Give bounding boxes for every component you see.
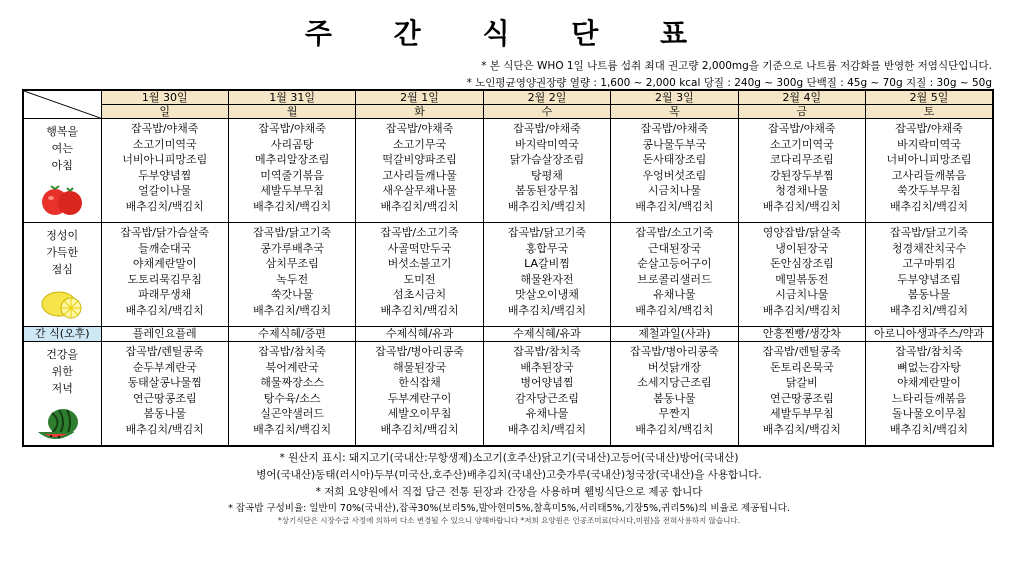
menu-item: 무짠지: [658, 407, 691, 421]
menu-item: 돈안심장조림: [769, 257, 834, 271]
corner-cell: [23, 90, 101, 119]
menu-item: 연근땅콩조림: [769, 391, 834, 405]
origin-note-2: 병어(국내산)동태(러시아)두부(미국산,호주산)배추김치(국내산)고춧가루(국내산)청국장(국내산)을 사용합니다.: [256, 469, 762, 481]
menu-cell: [356, 223, 483, 327]
date-cell: 1월 31일: [228, 90, 355, 105]
menu-item: 배추김치/백김치: [762, 303, 841, 317]
breakfast-label: [23, 119, 101, 223]
menu-item: 돌나물오이무침: [891, 407, 967, 421]
menu-item: 야채계란말이: [132, 257, 197, 271]
menu-item: 청경채나물: [775, 184, 829, 198]
menu-item: 배추된장국: [520, 360, 574, 374]
menu-item: 잡곡밥/야채죽: [385, 122, 454, 136]
meal-label-line: 아침: [51, 159, 73, 173]
menu-item: 실곤약샐러드: [260, 407, 325, 421]
menu-item: 떡갈비양파조림: [382, 153, 457, 167]
menu-item: 소고기미역국: [132, 137, 197, 151]
menu-item: 파래무생채: [138, 288, 192, 302]
menu-item: 감자당근조림: [515, 391, 579, 405]
date-row: [23, 90, 993, 105]
menu-item: 녹두전: [276, 272, 309, 286]
menu-item: 해물된장국: [392, 360, 447, 374]
meal-label-line: 건강을: [46, 348, 79, 362]
menu-item: 배추김치/백김치: [889, 199, 969, 213]
menu-item: 배추김치/백김치: [380, 422, 459, 436]
menu-item: 쑥갓나물: [270, 288, 314, 302]
menu-item: 고사리들깨볶음: [891, 168, 967, 182]
weekday-cell: 월: [228, 105, 355, 119]
menu-item: 느타리들깨볶음: [891, 391, 967, 405]
sodium-note: * 본 식단은 WHO 1일 나트륨 섭취 최대 권고량 2,000mg을 기준으로 나트륨 저감화를 반영한 저염식단입니다.: [481, 60, 992, 72]
menu-cell: [738, 223, 865, 327]
date-cell: 2월 1일: [356, 90, 483, 105]
menu-item: 근대된장국: [647, 241, 701, 255]
menu-item: 배추김치/백김치: [253, 199, 332, 213]
menu-item: 해물완자전: [520, 272, 574, 286]
menu-item: 콩가루배추국: [260, 241, 325, 255]
lemon-icon: [24, 286, 101, 320]
menu-item: 배추김치/백김치: [380, 303, 459, 317]
menu-item: 배추김치/백김치: [635, 422, 714, 436]
menu-item: 잡곡밥/야채죽: [130, 122, 199, 136]
menu-item: 동태살콩나물찜: [127, 376, 202, 390]
tomato-icon: [24, 182, 101, 218]
menu-item: 봄동나물: [907, 288, 951, 302]
menu-cell: [483, 223, 610, 327]
menu-item: 사골떡만두국: [387, 241, 452, 255]
menu-item: 돈사태장조림: [642, 153, 707, 167]
menu-item: 잡곡밥/야채죽: [513, 122, 581, 136]
menu-item: 메추리알장조림: [254, 153, 330, 167]
menu-item: 들깨순대국: [138, 241, 192, 255]
date-cell: 1월 30일: [101, 90, 228, 105]
grain-ratio-note: * 잡곡밥 구성비율: 일반미 70%(국내산),잡곡30%(보리5%,발아현미5%,찰흑미5%,서리태5%,기장5%,귀리5%)의 비율로 제공됩니다.: [228, 503, 790, 514]
menu-cell: [483, 342, 610, 446]
menu-item: 유채나물: [525, 407, 569, 421]
snack-cell: 수제식혜/유과: [483, 327, 610, 342]
menu-item: 맛살오이냉채: [515, 288, 579, 302]
menu-cell: [611, 119, 738, 223]
menu-item: 바지락미역국: [897, 137, 961, 151]
menu-item: 배추김치/백김치: [889, 303, 969, 317]
weekday-cell: 목: [611, 105, 738, 119]
meal-label-line: 점심: [51, 263, 73, 277]
menu-cell: [228, 119, 355, 223]
menu-item: 잡곡밥/렌틸콩죽: [125, 345, 204, 359]
snack-row: [23, 327, 993, 342]
snack-label: 간 식(오후): [23, 327, 101, 342]
menu-item: LA갈비찜: [524, 257, 570, 271]
menu-item: 배추김치/백김치: [253, 303, 332, 317]
menu-item: 쑥갓두부무침: [897, 184, 961, 198]
menu-item: 삼치무조림: [265, 257, 319, 271]
dinner-row: [23, 342, 993, 446]
menu-cell: [356, 119, 483, 223]
menu-item: 배추김치/백김치: [762, 422, 841, 436]
menu-cell: [611, 342, 738, 446]
menu-cell: [356, 342, 483, 446]
menu-item: 뼈없는감자탕: [897, 360, 961, 374]
menu-item: 브로콜리샐러드: [637, 272, 712, 286]
disclaimer-note: *상기식단은 시장수급 사정에 의하여 다소 변경될 수 있으니 양해바랍니다 *저희 요양원은 인공조미료(다시다,미원)을 전혀사용하지 않습니다.: [277, 516, 741, 525]
menu-cell: [738, 119, 865, 223]
snack-cell: 수제식혜/증편: [228, 327, 355, 342]
menu-item: 연근땅콩조림: [132, 391, 197, 405]
menu-item: 잡곡밥/닭고기죽: [253, 226, 332, 240]
menu-item: 냉이된장국: [775, 241, 829, 255]
menu-item: 배추김치/백김치: [125, 422, 204, 436]
menu-item: 도토리묵김무침: [127, 272, 202, 286]
menu-item: 메밀볶동전: [775, 272, 829, 286]
menu-cell: [866, 119, 993, 223]
menu-item: 배추김치/백김치: [762, 199, 841, 213]
menu-item: 한식잡채: [398, 376, 441, 390]
menu-item: 배추김치/백김치: [635, 199, 714, 213]
meal-label-line: 여는: [51, 142, 73, 156]
menu-item: 세발오이무침: [387, 407, 452, 421]
menu-item: 배추김치/백김치: [507, 303, 587, 317]
weekday-cell: 화: [356, 105, 483, 119]
menu-item: 탕평채: [531, 168, 563, 182]
menu-item: 북어계란국: [265, 360, 319, 374]
weekday-cell: 일: [101, 105, 228, 119]
meal-label-line: 위한: [51, 365, 73, 379]
menu-item: 우엉버섯조림: [642, 168, 707, 182]
menu-item: 봄동나물: [653, 391, 696, 405]
menu-item: 야채계란말이: [897, 376, 961, 390]
weekday-cell: 수: [483, 105, 610, 119]
menu-item: 잡곡밥/야채죽: [895, 122, 963, 136]
menu-item: 세발두부무침: [260, 184, 325, 198]
menu-item: 청경채잔치국수: [891, 241, 967, 255]
menu-item: 잡곡밥/참치죽: [513, 345, 581, 359]
menu-item: 배추김치/백김치: [253, 422, 332, 436]
menu-item: 두부양념찜: [138, 168, 192, 182]
menu-item: 봄동나물: [143, 407, 186, 421]
weekday-cell: 토: [866, 105, 993, 119]
menu-cell: [101, 342, 228, 446]
meal-label-line: 가득한: [46, 246, 79, 260]
dinner-label: [23, 342, 101, 446]
nutrition-note: * 노인평균영양권장량 열량 : 1,600 ~ 2,000 kcal 당질 : 240g ~ 300g 단백질 : 45g ~ 70g 지질 : 30g ~ 50g: [466, 77, 992, 89]
snack-cell: 제철과일(사과): [611, 327, 738, 342]
menu-item: 잡곡밥/참치죽: [895, 345, 963, 359]
menu-item: 잡곡밥/소고기죽: [380, 226, 459, 240]
menu-item: 얼갈이나물: [138, 184, 192, 198]
meal-label-line: 정성이: [46, 229, 79, 243]
menu-cell: [228, 342, 355, 446]
menu-item: 너비아니피망조림: [122, 153, 208, 167]
menu-item: 섬초시금치: [392, 288, 447, 302]
menu-item: 시금치나물: [647, 184, 701, 198]
menu-cell: [101, 119, 228, 223]
menu-item: 순두부계란국: [132, 360, 197, 374]
menu-item: 닭가슴살장조림: [509, 153, 585, 167]
menu-item: 유채나물: [653, 288, 696, 302]
menu-item: 배추김치/백김치: [507, 199, 587, 213]
menu-item: 도미전: [403, 272, 436, 286]
menu-item: 잡곡밥/닭고기죽: [889, 226, 969, 240]
snack-cell: 안흥찐빵/생강차: [738, 327, 865, 342]
origin-note: * 원산지 표시: 돼지고기(국내산:무항생제)소고기(호주산)닭고기(국내산)고등어(국내산)방어(국내산): [279, 452, 739, 464]
menu-cell: [483, 119, 610, 223]
page-title: 주 간 식 단 표: [304, 17, 714, 50]
menu-item: 두부계란구이: [387, 391, 452, 405]
weekday-cell: 금: [738, 105, 865, 119]
menu-item: 닭갈비: [785, 376, 818, 390]
menu-item: 소고기미역국: [769, 137, 834, 151]
menu-cell: [101, 223, 228, 327]
menu-item: 두부양념조림: [897, 272, 961, 286]
snack-cell: 수제식혜/유과: [356, 327, 483, 342]
weekly-menu-table: [22, 89, 994, 447]
menu-item: 새우살무채나물: [382, 184, 457, 198]
menu-item: 미역줄기볶음: [260, 168, 325, 182]
menu-item: 잡곡밥/병아리콩죽: [630, 345, 719, 359]
menu-item: 배추김치/백김치: [125, 303, 204, 317]
menu-item: 너비아니피망조림: [886, 153, 972, 167]
meal-label-line: 행복을: [46, 125, 79, 139]
menu-cell: [866, 342, 993, 446]
menu-item: 병어양념찜: [520, 376, 574, 390]
date-cell: 2월 2일: [483, 90, 610, 105]
snack-cell: 플레인요플레: [101, 327, 228, 342]
menu-item: 봄동된장무침: [515, 184, 579, 198]
menu-item: 홍합무국: [525, 241, 569, 255]
menu-cell: [866, 223, 993, 327]
weekday-row: [23, 105, 993, 119]
menu-item: 사리곰탕: [270, 137, 314, 151]
watermelon-icon: [24, 405, 101, 441]
menu-item: 버섯소불고기: [387, 257, 452, 271]
menu-item: 소세지당근조림: [637, 376, 712, 390]
menu-item: 배추김치/백김치: [889, 422, 969, 436]
menu-item: 잡곡밥/야채죽: [640, 122, 709, 136]
menu-item: 순살고등어구이: [637, 257, 712, 271]
menu-item: 시금치나물: [775, 288, 829, 302]
menu-item: 잡곡밥/야채죽: [768, 122, 836, 136]
lunch-row: [23, 223, 993, 327]
menu-item: 바지락미역국: [515, 137, 579, 151]
menu-item: 고사리들깨나물: [382, 168, 457, 182]
menu-item: 콩나물두부국: [642, 137, 707, 151]
menu-item: 강된장두부찜: [769, 168, 834, 182]
menu-item: 해물짜장소스: [260, 376, 325, 390]
menu-item: 세발두부무침: [769, 407, 834, 421]
menu-item: 영양잡밥/닭살죽: [762, 226, 841, 240]
menu-item: 돈토리온묵국: [769, 360, 834, 374]
date-cell: 2월 4일: [738, 90, 865, 105]
menu-item: 탕수육/소스: [263, 391, 321, 405]
menu-item: 코다리무조림: [769, 153, 834, 167]
breakfast-row: [23, 119, 993, 223]
menu-item: 소고기무국: [392, 137, 447, 151]
soy-sauce-note: * 저희 요양원에서 직접 담근 전통 된장과 간장을 사용하며 웰빙식단으로 제공 합니다: [315, 486, 703, 498]
meal-label-line: 저녁: [51, 382, 73, 396]
menu-item: 잡곡밥/소고기죽: [635, 226, 714, 240]
date-cell: 2월 5일: [866, 90, 993, 105]
menu-item: 배추김치/백김치: [507, 422, 587, 436]
menu-item: 배추김치/백김치: [380, 199, 459, 213]
menu-item: 잡곡밥/참치죽: [258, 345, 326, 359]
lunch-label: [23, 223, 101, 327]
menu-item: 고구마튀김: [902, 257, 956, 271]
menu-cell: [738, 342, 865, 446]
snack-cell: 아로니아생과주스/약과: [866, 327, 993, 342]
date-cell: 2월 3일: [611, 90, 738, 105]
menu-item: 배추김치/백김치: [635, 303, 714, 317]
menu-item: 잡곡밥/닭가슴살죽: [120, 226, 210, 240]
menu-item: 잡곡밥/야채죽: [258, 122, 326, 136]
menu-cell: [228, 223, 355, 327]
menu-item: 잡곡밥/닭고기죽: [507, 226, 587, 240]
menu-cell: [611, 223, 738, 327]
menu-item: 배추김치/백김치: [125, 199, 204, 213]
menu-item: 잡곡밥/병아리콩죽: [375, 345, 464, 359]
menu-item: 버섯닭개장: [647, 360, 701, 374]
menu-item: 잡곡밥/렌틸콩죽: [762, 345, 841, 359]
